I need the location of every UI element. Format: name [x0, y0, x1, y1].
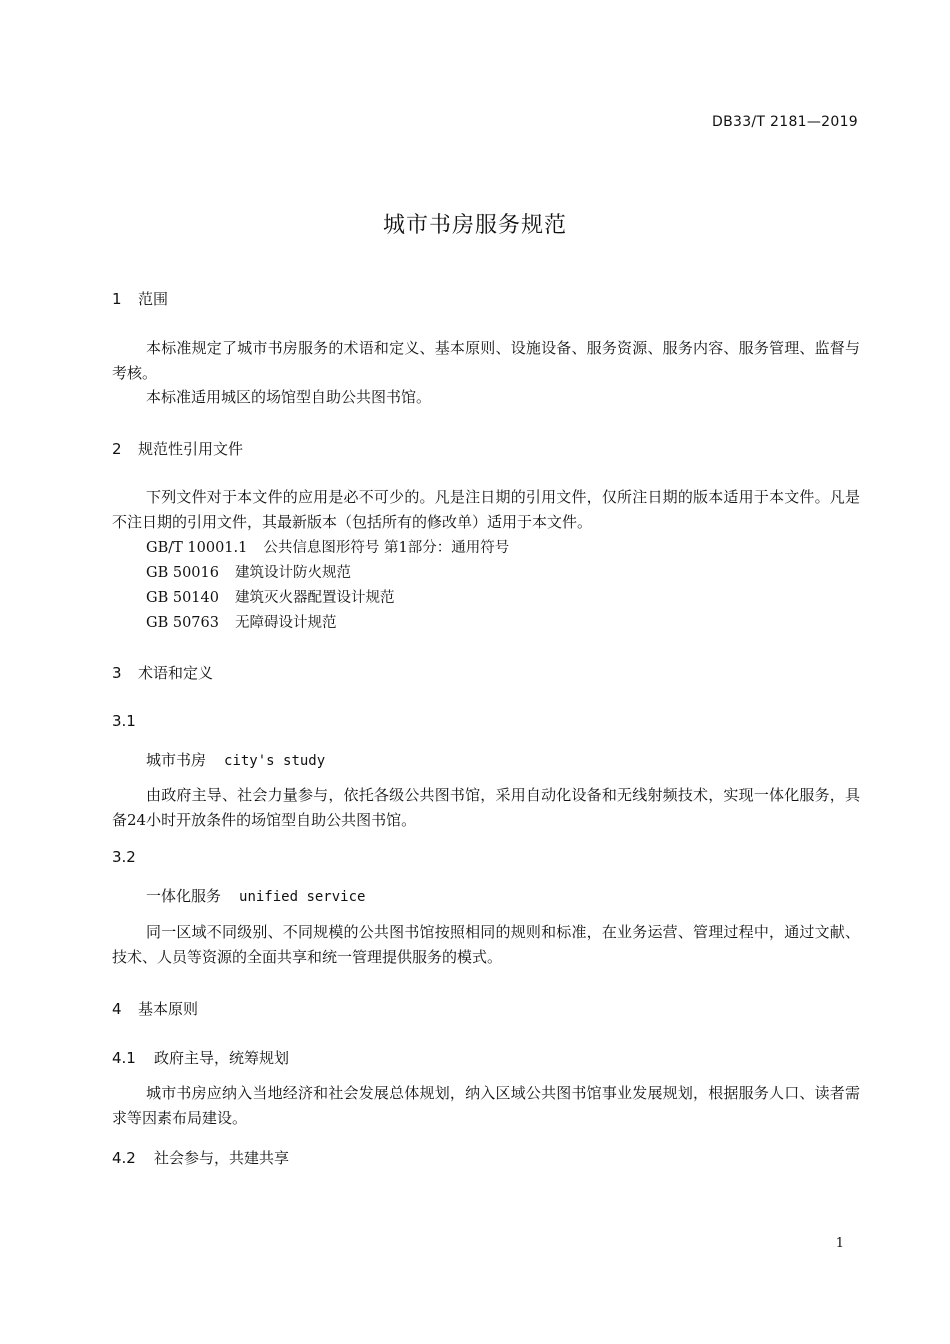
reference-name: 公共信息图形符号 第1部分：通用符号 [263, 540, 510, 556]
term-3-1-number: 3.1 [112, 712, 136, 730]
reference-item [146, 536, 509, 557]
subsection-4-2-heading [112, 1147, 289, 1168]
section-1-paragraph-1: 本标准规定了城市书房服务的术语和定义、基本原则、设施设备、服务资源、服务内容、服务管理、监督与考核。 [112, 339, 860, 382]
reference-code: GB 50763 [146, 615, 219, 631]
section-title: 规范性引用文件 [138, 440, 244, 458]
term-chinese: 城市书房 [146, 751, 207, 769]
section-number: 1 [112, 290, 122, 308]
section-2-paragraph-1: 下列文件对于本文件的应用是必不可少的。凡是注日期的引用文件，仅所注日期的版本适用于本文件。凡是不注日期的引用文件，其最新版本（包括所有的修改单）适用于本文件。 [112, 488, 860, 531]
page-number: 1 [835, 1236, 844, 1251]
reference-name: 建筑设计防火规范 [234, 565, 351, 581]
reference-item [146, 611, 336, 632]
section-title: 基本原则 [138, 1000, 199, 1018]
term-3-2 [146, 885, 365, 906]
subsection-title: 社会参与，共建共享 [154, 1149, 290, 1167]
subsection-number: 4.2 [112, 1149, 136, 1167]
subsection-4-1-heading [112, 1047, 289, 1068]
reference-item [146, 561, 351, 582]
term-english: unified service [239, 889, 366, 905]
term-3-1-definition: 由政府主导、社会力量参与，依托各级公共图书馆，采用自动化设备和无线射频技术，实现一体化服务，具备24小时开放条件的场馆型自助公共图书馆。 [112, 786, 860, 829]
subsection-title: 政府主导，统筹规划 [154, 1049, 290, 1067]
section-title: 范围 [138, 290, 169, 308]
section-4-heading [112, 998, 198, 1019]
section-1-paragraph-2: 本标准适用城区的场馆型自助公共图书馆。 [146, 388, 432, 406]
term-chinese: 一体化服务 [146, 887, 222, 905]
reference-code: GB 50140 [146, 590, 219, 606]
section-number: 4 [112, 1000, 122, 1018]
term-3-2-number: 3.2 [112, 848, 136, 866]
document-title: 城市书房服务规范 [382, 213, 567, 238]
section-2-heading [112, 438, 243, 459]
standard-code: DB33/T 2181—2019 [712, 114, 858, 130]
reference-name: 建筑灭火器配置设计规范 [234, 590, 395, 606]
section-3-heading [112, 662, 213, 683]
term-3-2-definition: 同一区域不同级别、不同规模的公共图书馆按照相同的规则和标准，在业务运营、管理过程中，通过文献、技术、人员等资源的全面共享和统一管理提供服务的模式。 [112, 923, 860, 966]
reference-item [146, 586, 394, 607]
reference-name: 无障碍设计规范 [234, 615, 337, 631]
reference-code: GB 50016 [146, 565, 219, 581]
section-1-heading [112, 288, 168, 309]
reference-code: GB/T 10001.1 [146, 540, 248, 556]
section-title: 术语和定义 [138, 664, 214, 682]
section-number: 2 [112, 440, 122, 458]
subsection-number: 4.1 [112, 1049, 136, 1067]
subsection-4-1-paragraph: 城市书房应纳入当地经济和社会发展总体规划，纳入区域公共图书馆事业发展规划，根据服务人口、读者需求等因素布局建设。 [112, 1084, 860, 1127]
section-number: 3 [112, 664, 122, 682]
term-english: city's study [224, 753, 326, 769]
term-3-1 [146, 749, 325, 770]
